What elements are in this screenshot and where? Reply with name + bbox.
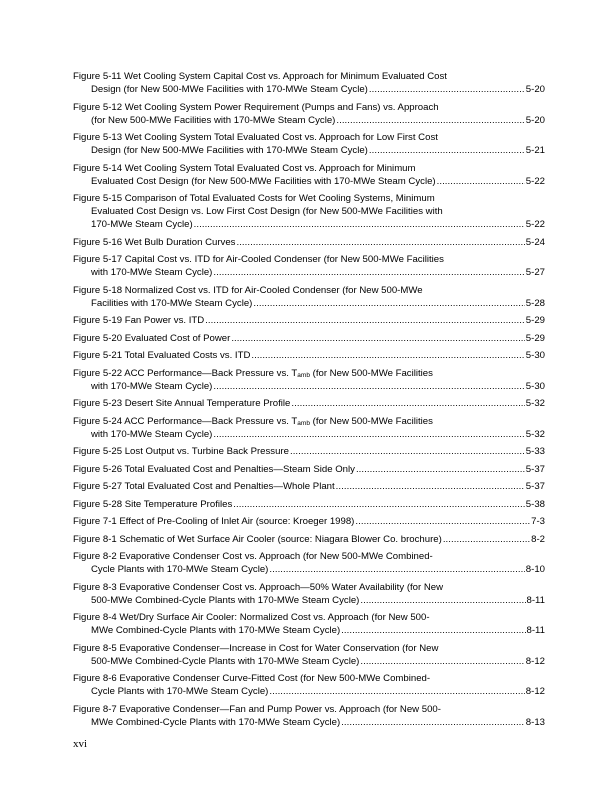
entry-title-line [73, 445, 545, 458]
entry-text: with 170-MWe Steam Cycle) [91, 267, 213, 278]
entry-page-number[interactable]: 5-22 [525, 175, 545, 187]
entry-continuation-line [73, 266, 545, 279]
entry-text: Figure 5-21 Total Evaluated Costs vs. ITD [73, 350, 251, 361]
entry-page-number[interactable]: 5-22 [525, 219, 545, 230]
toc-entry[interactable] [73, 415, 545, 441]
entry-title-line [73, 642, 545, 655]
entry-text: Cycle Plants with 170-MWe Steam Cycle) [91, 564, 269, 575]
dot-leader [355, 515, 530, 528]
entry-title-line [73, 550, 545, 563]
dot-leader [253, 297, 524, 310]
entry-page-number[interactable]: 8-12 [525, 655, 545, 667]
entry-continuation-line [73, 716, 545, 729]
dot-leader [233, 498, 525, 511]
entry-title-line [73, 314, 545, 327]
toc-entry[interactable] [73, 236, 545, 249]
entry-continuation-line [73, 655, 545, 668]
entry-title-line [73, 415, 545, 428]
toc-entry[interactable] [73, 515, 545, 528]
dot-leader [231, 332, 524, 345]
entry-title-line [73, 703, 545, 716]
entry-continuation-line [73, 428, 545, 441]
dot-leader [437, 175, 525, 188]
entry-text: Figure 5-18 Normalized Cost vs. ITD for Air-Cooled Condenser (for New 500-MWe [73, 284, 423, 296]
entry-text: Figure 8-1 Schematic of Wet Surface Air Cooler (source: Niagara Blower Co. brochure) [73, 533, 442, 545]
entry-text: Figure 5-16 Wet Bulb Duration Curves [73, 236, 236, 248]
entry-text: Figure 5-17 Capital Cost vs. ITD for Air-Cooled Condenser (for New 500-MWe Facilities [73, 254, 444, 265]
entry-text: 500-MWe Combined-Cycle Plants with 170-MWe Steam Cycle) [91, 655, 360, 667]
toc-entry[interactable] [73, 642, 545, 668]
entry-text: Figure 5-12 Wet Cooling System Power Requirement (Pumps and Fans) vs. Approach [73, 101, 439, 113]
entry-text: Figure 8-3 Evaporative Condenser Cost vs. Approach—50% Water Availability (for New [73, 581, 444, 593]
dot-leader [236, 236, 524, 249]
entry-continuation-line [73, 297, 545, 310]
entry-title-line [73, 162, 545, 175]
dot-leader [443, 533, 530, 546]
entry-page-number[interactable]: 5-30 [525, 350, 545, 361]
entry-text: Figure 5-13 Wet Cooling System Total Evaluated Cost vs. Approach for Low First Cost [73, 132, 438, 143]
toc-entry[interactable] [73, 367, 545, 393]
entry-page-number[interactable]: 5-21 [525, 145, 545, 156]
entry-text: Figure 5-24 ACC Performance—Back Pressure vs. $T_{amb}$ (for New 500-MWe Facilities [73, 415, 433, 427]
toc-entry[interactable] [73, 253, 545, 279]
entry-page-number[interactable]: 5-30 [525, 380, 545, 392]
entry-title-line [73, 515, 545, 528]
toc-entry[interactable] [73, 672, 545, 698]
toc-entry[interactable] [73, 498, 545, 511]
entry-page-number[interactable]: 5-37 [525, 463, 545, 475]
entry-page-number[interactable]: 5-37 [525, 481, 545, 492]
entry-text: Figure 7-1 Effect of Pre-Cooling of Inlet Air (source: Kroeger 1998) [73, 516, 355, 527]
entry-title-line [73, 397, 545, 410]
entry-title-line [73, 70, 545, 83]
entry-text: Figure 8-4 Wet/Dry Surface Air Cooler: Normalized Cost vs. Approach (for New 500- [73, 612, 430, 623]
dot-leader [205, 314, 525, 327]
toc-entry[interactable] [73, 611, 545, 637]
dot-leader [194, 218, 525, 231]
entry-text: Design (for New 500-MWe Facilities with 170-MWe Steam Cycle) [91, 145, 368, 156]
entry-page-number[interactable]: 5-32 [525, 398, 545, 409]
page-number: xvi [73, 738, 88, 750]
toc-entry[interactable] [73, 550, 545, 576]
toc-entry[interactable] [73, 162, 545, 188]
toc-entry[interactable] [73, 463, 545, 476]
entry-title-line [73, 498, 545, 511]
entry-page-number[interactable]: 8-12 [525, 686, 545, 697]
dot-leader [360, 655, 524, 668]
toc-entry[interactable] [73, 581, 545, 607]
dot-leader [213, 428, 524, 441]
entry-text: Figure 5-27 Total Evaluated Cost and Penalties—Whole Plant [73, 481, 335, 492]
entry-text: MWe Combined-Cycle Plants with 170-MWe Steam Cycle) [91, 716, 341, 728]
entry-text: Figure 5-23 Desert Site Annual Temperature Profile [73, 398, 291, 409]
entry-page-number[interactable]: 5-28 [525, 297, 545, 309]
entry-page-number[interactable]: 5-24 [525, 236, 545, 248]
toc-entry[interactable] [73, 101, 545, 127]
dot-leader [269, 563, 524, 576]
entry-text: Figure 5-22 ACC Performance—Back Pressure vs. $T_{amb}$ (for New 500-MWe Facilities [73, 367, 433, 379]
entry-text: Figure 5-14 Wet Cooling System Total Evaluated Cost vs. Approach for Minimum [73, 162, 416, 174]
entry-text: Figure 8-6 Evaporative Condenser Curve-Fitted Cost (for New 500-MWe Combined- [73, 673, 431, 684]
entry-page-number[interactable]: 8-2 [531, 533, 545, 545]
entry-text: Figure 8-7 Evaporative Condenser—Fan and Pump Power vs. Approach (for New 500- [73, 703, 441, 715]
entry-continuation-line [73, 594, 545, 607]
entry-text: Figure 5-11 Wet Cooling System Capital Cost vs. Approach for Minimum Evaluated Cost [73, 71, 447, 82]
entry-text: Evaluated Cost Design (for New 500-MWe Facilities with 170-MWe Steam Cycle) [91, 175, 436, 187]
entry-page-number[interactable]: 8-13 [525, 716, 545, 728]
entry-page-number[interactable]: 8-11 [526, 594, 545, 606]
toc-entry[interactable] [73, 480, 545, 493]
entry-title-line [73, 533, 545, 546]
entry-title-line [73, 480, 545, 493]
dot-leader [290, 445, 525, 458]
entry-title-line [73, 236, 545, 249]
dot-leader [341, 624, 525, 637]
dot-leader [356, 463, 525, 476]
entry-title-line [73, 581, 545, 594]
toc-entry[interactable] [73, 314, 545, 327]
entry-page-number[interactable]: 5-29 [525, 332, 545, 344]
dot-leader [291, 397, 524, 410]
dot-leader [369, 144, 525, 157]
entry-text: Figure 5-25 Lost Output vs. Turbine Back Pressure [73, 446, 289, 457]
entry-page-number[interactable]: 5-20 [525, 84, 545, 95]
entry-continuation-line [73, 218, 545, 231]
entry-text: MWe Combined-Cycle Plants with 170-MWe Steam Cycle) [91, 625, 341, 636]
toc-entry[interactable] [73, 349, 545, 362]
entry-text: 170-MWe Steam Cycle) [91, 219, 193, 230]
entry-title-line [73, 611, 545, 624]
entry-continuation-line [73, 205, 545, 218]
entry-text: Design (for New 500-MWe Facilities with 170-MWe Steam Cycle) [91, 84, 368, 95]
entry-continuation-line [73, 380, 545, 393]
entry-text: Figure 5-26 Total Evaluated Cost and Penalties—Steam Side Only [73, 463, 355, 475]
entry-page-number[interactable]: 5-27 [525, 267, 545, 278]
toc-entry[interactable] [73, 332, 545, 345]
entry-text: with 170-MWe Steam Cycle) [91, 380, 213, 392]
entry-text: 500-MWe Combined-Cycle Plants with 170-MWe Steam Cycle) [91, 594, 360, 606]
toc-entry[interactable] [73, 703, 545, 729]
toc-entry[interactable] [73, 533, 545, 546]
toc-entry[interactable] [73, 284, 545, 310]
dot-leader [369, 83, 525, 96]
entry-continuation-line [73, 624, 545, 637]
dot-leader [336, 114, 524, 127]
entry-title-line [73, 463, 545, 476]
toc-entry[interactable] [73, 131, 545, 157]
entry-text: Figure 5-19 Fan Power vs. ITD [73, 315, 205, 326]
entry-title-line [73, 367, 545, 380]
entry-page-number[interactable]: 7-3 [531, 516, 545, 527]
dot-leader [336, 480, 525, 493]
toc-entry[interactable] [73, 445, 545, 458]
entry-page-number[interactable]: 8-11 [526, 625, 545, 636]
entry-title-line [73, 253, 545, 266]
dot-leader [213, 266, 524, 279]
entry-page-number[interactable]: 5-29 [525, 315, 545, 326]
dot-leader [360, 594, 525, 607]
entry-continuation-line [73, 563, 545, 576]
entry-title-line [73, 101, 545, 114]
entry-text: Cycle Plants with 170-MWe Steam Cycle) [91, 686, 269, 697]
entry-text: Figure 8-2 Evaporative Condenser Cost vs. Approach (for New 500-MWe Combined- [73, 551, 433, 562]
entry-page-number[interactable]: 5-20 [525, 114, 545, 126]
entry-page-number[interactable]: 5-38 [525, 498, 545, 510]
entry-title-line [73, 284, 545, 297]
entry-continuation-line [73, 144, 545, 157]
entry-text: Evaluated Cost Design vs. Low First Cost Design (for New 500-MWe Facilities with [91, 206, 443, 217]
entry-continuation-line [73, 685, 545, 698]
entry-title-line [73, 349, 545, 362]
list-of-figures [73, 70, 545, 733]
toc-entry[interactable] [73, 192, 545, 231]
entry-title-line [73, 332, 545, 345]
entry-title-line [73, 192, 545, 205]
entry-page-number[interactable]: 5-33 [525, 446, 545, 457]
entry-text: Figure 5-28 Site Temperature Profiles [73, 498, 233, 510]
entry-text: Figure 5-20 Evaluated Cost of Power [73, 332, 231, 344]
toc-entry[interactable] [73, 70, 545, 96]
entry-text: (for New 500-MWe Facilities with 170-MWe Steam Cycle) [91, 114, 336, 126]
dot-leader [213, 380, 524, 393]
dot-leader [269, 685, 524, 698]
entry-text: Figure 5-15 Comparison of Total Evaluated Costs for Wet Cooling Systems, Minimum [73, 193, 435, 204]
dot-leader [341, 716, 525, 729]
entry-text: Facilities with 170-MWe Steam Cycle) [91, 297, 253, 309]
entry-text: with 170-MWe Steam Cycle) [91, 428, 213, 440]
entry-continuation-line [73, 83, 545, 96]
entry-page-number[interactable]: 5-32 [525, 428, 545, 440]
entry-text: Figure 8-5 Evaporative Condenser—Increase in Cost for Water Conservation (for New [73, 642, 439, 654]
entry-title-line [73, 131, 545, 144]
entry-page-number[interactable]: 8-10 [525, 564, 545, 575]
entry-continuation-line [73, 175, 545, 188]
dot-leader [251, 349, 524, 362]
entry-continuation-line [73, 114, 545, 127]
toc-entry[interactable] [73, 397, 545, 410]
entry-title-line [73, 672, 545, 685]
